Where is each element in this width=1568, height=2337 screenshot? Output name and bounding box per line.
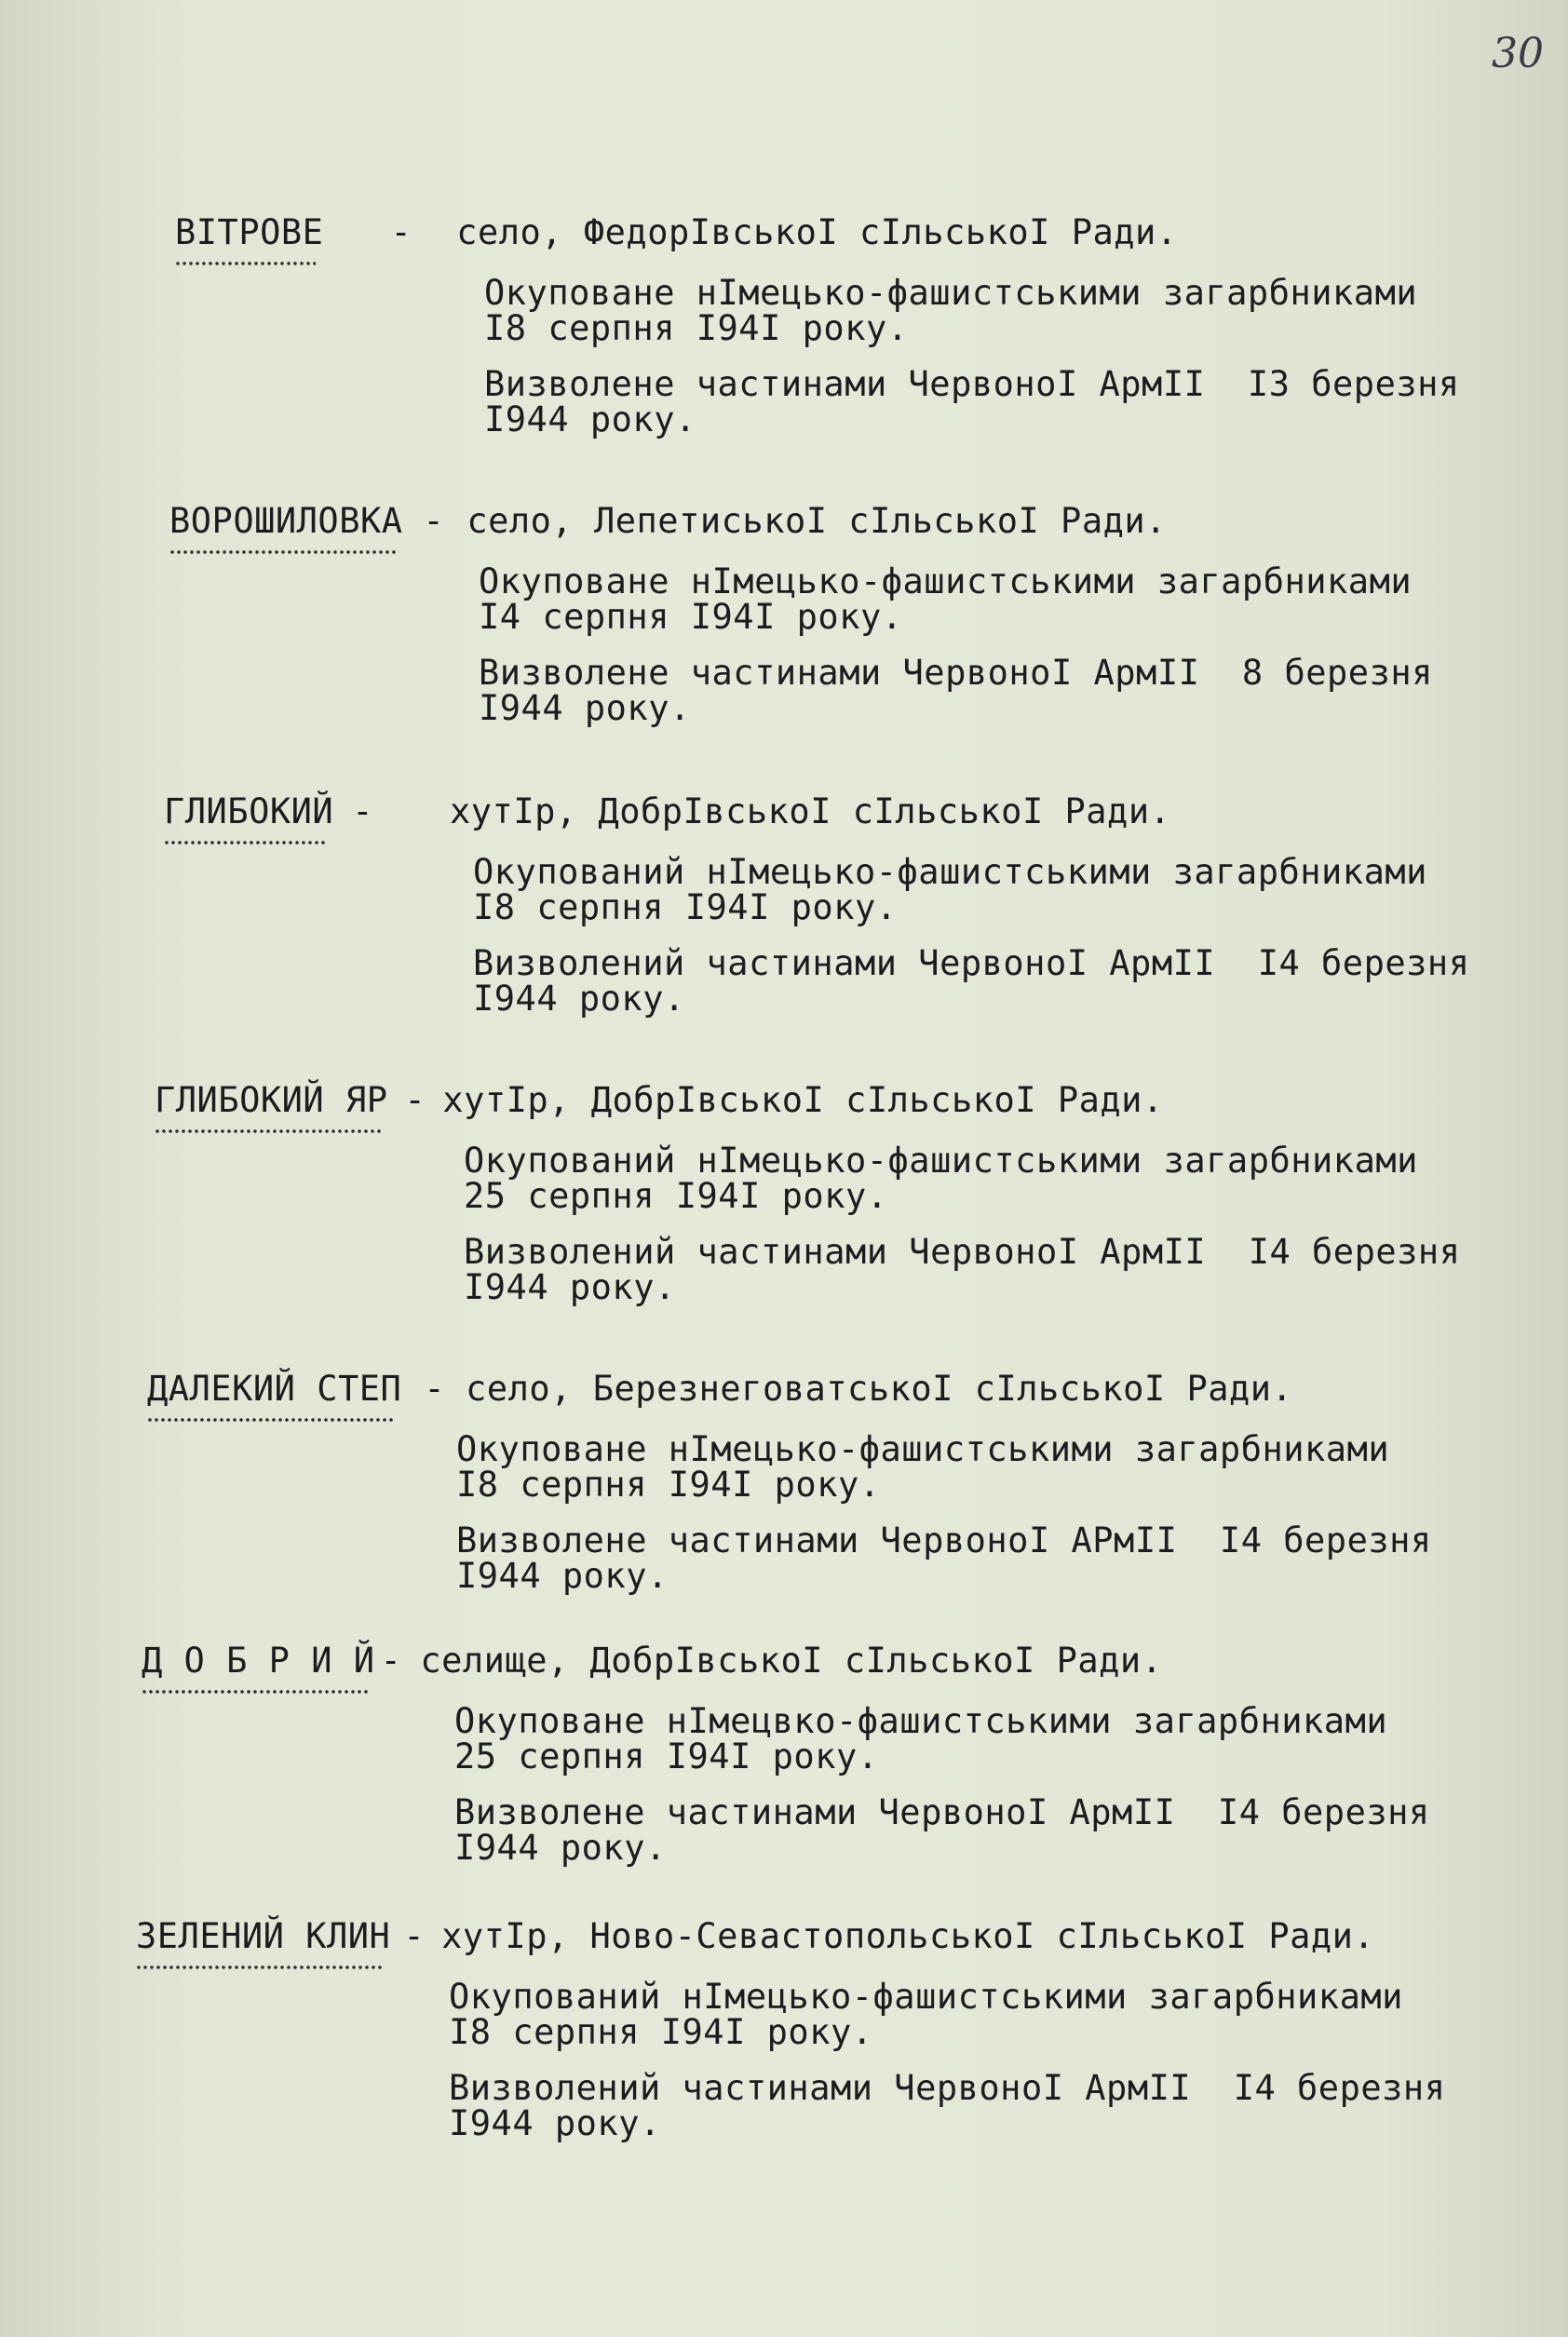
entry-heading <box>147 1369 1525 1423</box>
liberation-note: Визволений частинами ЧервоноІ АрмІІ І4 березня І944 року. <box>473 943 1470 1019</box>
list-item <box>136 1916 1533 2141</box>
village-name: ВОРОШИЛОВКА <box>169 501 403 541</box>
village-name: ГЛИБОКИЙ ЯР <box>155 1080 388 1120</box>
dash-separator: - <box>424 1369 446 1409</box>
liberation-note: Визволене частинами ЧервоноІ АрмІІ 8 березня І944 року. <box>479 653 1433 728</box>
entry-heading <box>164 791 1542 845</box>
liberation-note: Визволене частинами ЧервоноІ АрмІІ ІЗ березня І944 року. <box>484 364 1460 439</box>
occupation-note: Окупований нІмецько-фашистськими загарбниками І8 серпня І94І року. <box>473 852 1427 927</box>
dash-separator: - <box>403 1916 426 1956</box>
occupation-note: Окуповане нІмецвко-фашистськими загарбниками 25 серпня І94І року. <box>454 1701 1388 1776</box>
dash-separator: - <box>404 1080 426 1120</box>
settlement-type: село, ЛепетиськоІ сІльськоІ Ради. <box>466 501 1167 541</box>
wavy-underline <box>169 548 396 556</box>
settlement-type: селище, ДобрІвськоІ сІльськоІ Ради. <box>420 1641 1163 1681</box>
village-name: Д О Б Р И Й <box>142 1641 375 1681</box>
settlement-type: хутІр, ДобрІвськоІ сІльськоІ Ради. <box>442 1080 1164 1120</box>
wavy-underline <box>147 1416 394 1424</box>
occupation-note: Окуповане нІмецько-фашистськими загарбниками І8 серпня І94І року. <box>484 273 1418 348</box>
occupation-note: Окуповане нІмецько-фашистськими загарбниками І8 серпня І94І року. <box>456 1429 1390 1505</box>
list-item <box>147 1369 1525 1594</box>
list-item <box>142 1641 1520 1866</box>
list-item <box>155 1080 1533 1305</box>
settlement-type: село, ФедорІвськоІ сІльськоІ Ради. <box>456 212 1178 252</box>
dash-separator: - <box>390 212 412 252</box>
wavy-underline <box>142 1688 368 1695</box>
occupation-note: Окуповане нІмецько-фашистськими загарбниками І4 серпня І94І року. <box>479 561 1413 637</box>
wavy-underline <box>136 1964 383 1971</box>
liberation-note: Визволене частинами ЧервоноІ АрмІІ І4 березня І944 року. <box>454 1792 1430 1868</box>
settlement-type: хутІр, Ново-СевастопольськоІ сІльськоІ Ради. <box>441 1916 1375 1956</box>
dash-separator: - <box>352 791 373 831</box>
wavy-underline <box>164 839 326 846</box>
occupation-note: Окупований нІмецько-фашистськими загарбниками І8 серпня І94І року. <box>449 1977 1403 2052</box>
settlement-type: хутІр, ДобрІвськоІ сІльськоІ Ради. <box>450 791 1171 831</box>
village-name: ГЛИБОКИЙ <box>164 791 333 831</box>
entry-heading <box>136 1916 1533 1970</box>
entry-heading <box>175 212 1534 266</box>
village-name: ВІТРОВЕ <box>175 212 323 252</box>
entry-heading <box>169 501 1529 555</box>
settlement-type: село, БерезнеговатськоІ сІльськоІ Ради. <box>466 1369 1293 1409</box>
occupation-note: Окупований нІмецько-фашистськими загарбниками 25 серпня І94І року. <box>464 1141 1418 1216</box>
wavy-underline <box>175 260 316 267</box>
liberation-note: Визволений частинами ЧервоноІ АрмІІ І4 березня І944 року. <box>449 2068 1446 2143</box>
dash-separator: - <box>380 1641 402 1681</box>
entry-heading <box>155 1080 1533 1134</box>
dash-separator: - <box>423 501 445 541</box>
entry-heading <box>142 1641 1520 1695</box>
list-item <box>175 212 1534 438</box>
wavy-underline <box>155 1128 381 1135</box>
liberation-note: Визволене частинами ЧервоноІ АРмІІ І4 березня І944 року. <box>456 1520 1432 1596</box>
list-item <box>164 791 1542 1017</box>
liberation-note: Визволений частинами ЧервоноІ АрмІІ І4 березня І944 року. <box>464 1232 1461 1307</box>
page-number: 30 <box>1492 30 1544 77</box>
list-item <box>169 501 1529 726</box>
village-name: ЗЕЛЕНИЙ КЛИН <box>136 1916 390 1956</box>
village-name: ДАЛЕКИЙ СТЕП <box>147 1369 401 1409</box>
